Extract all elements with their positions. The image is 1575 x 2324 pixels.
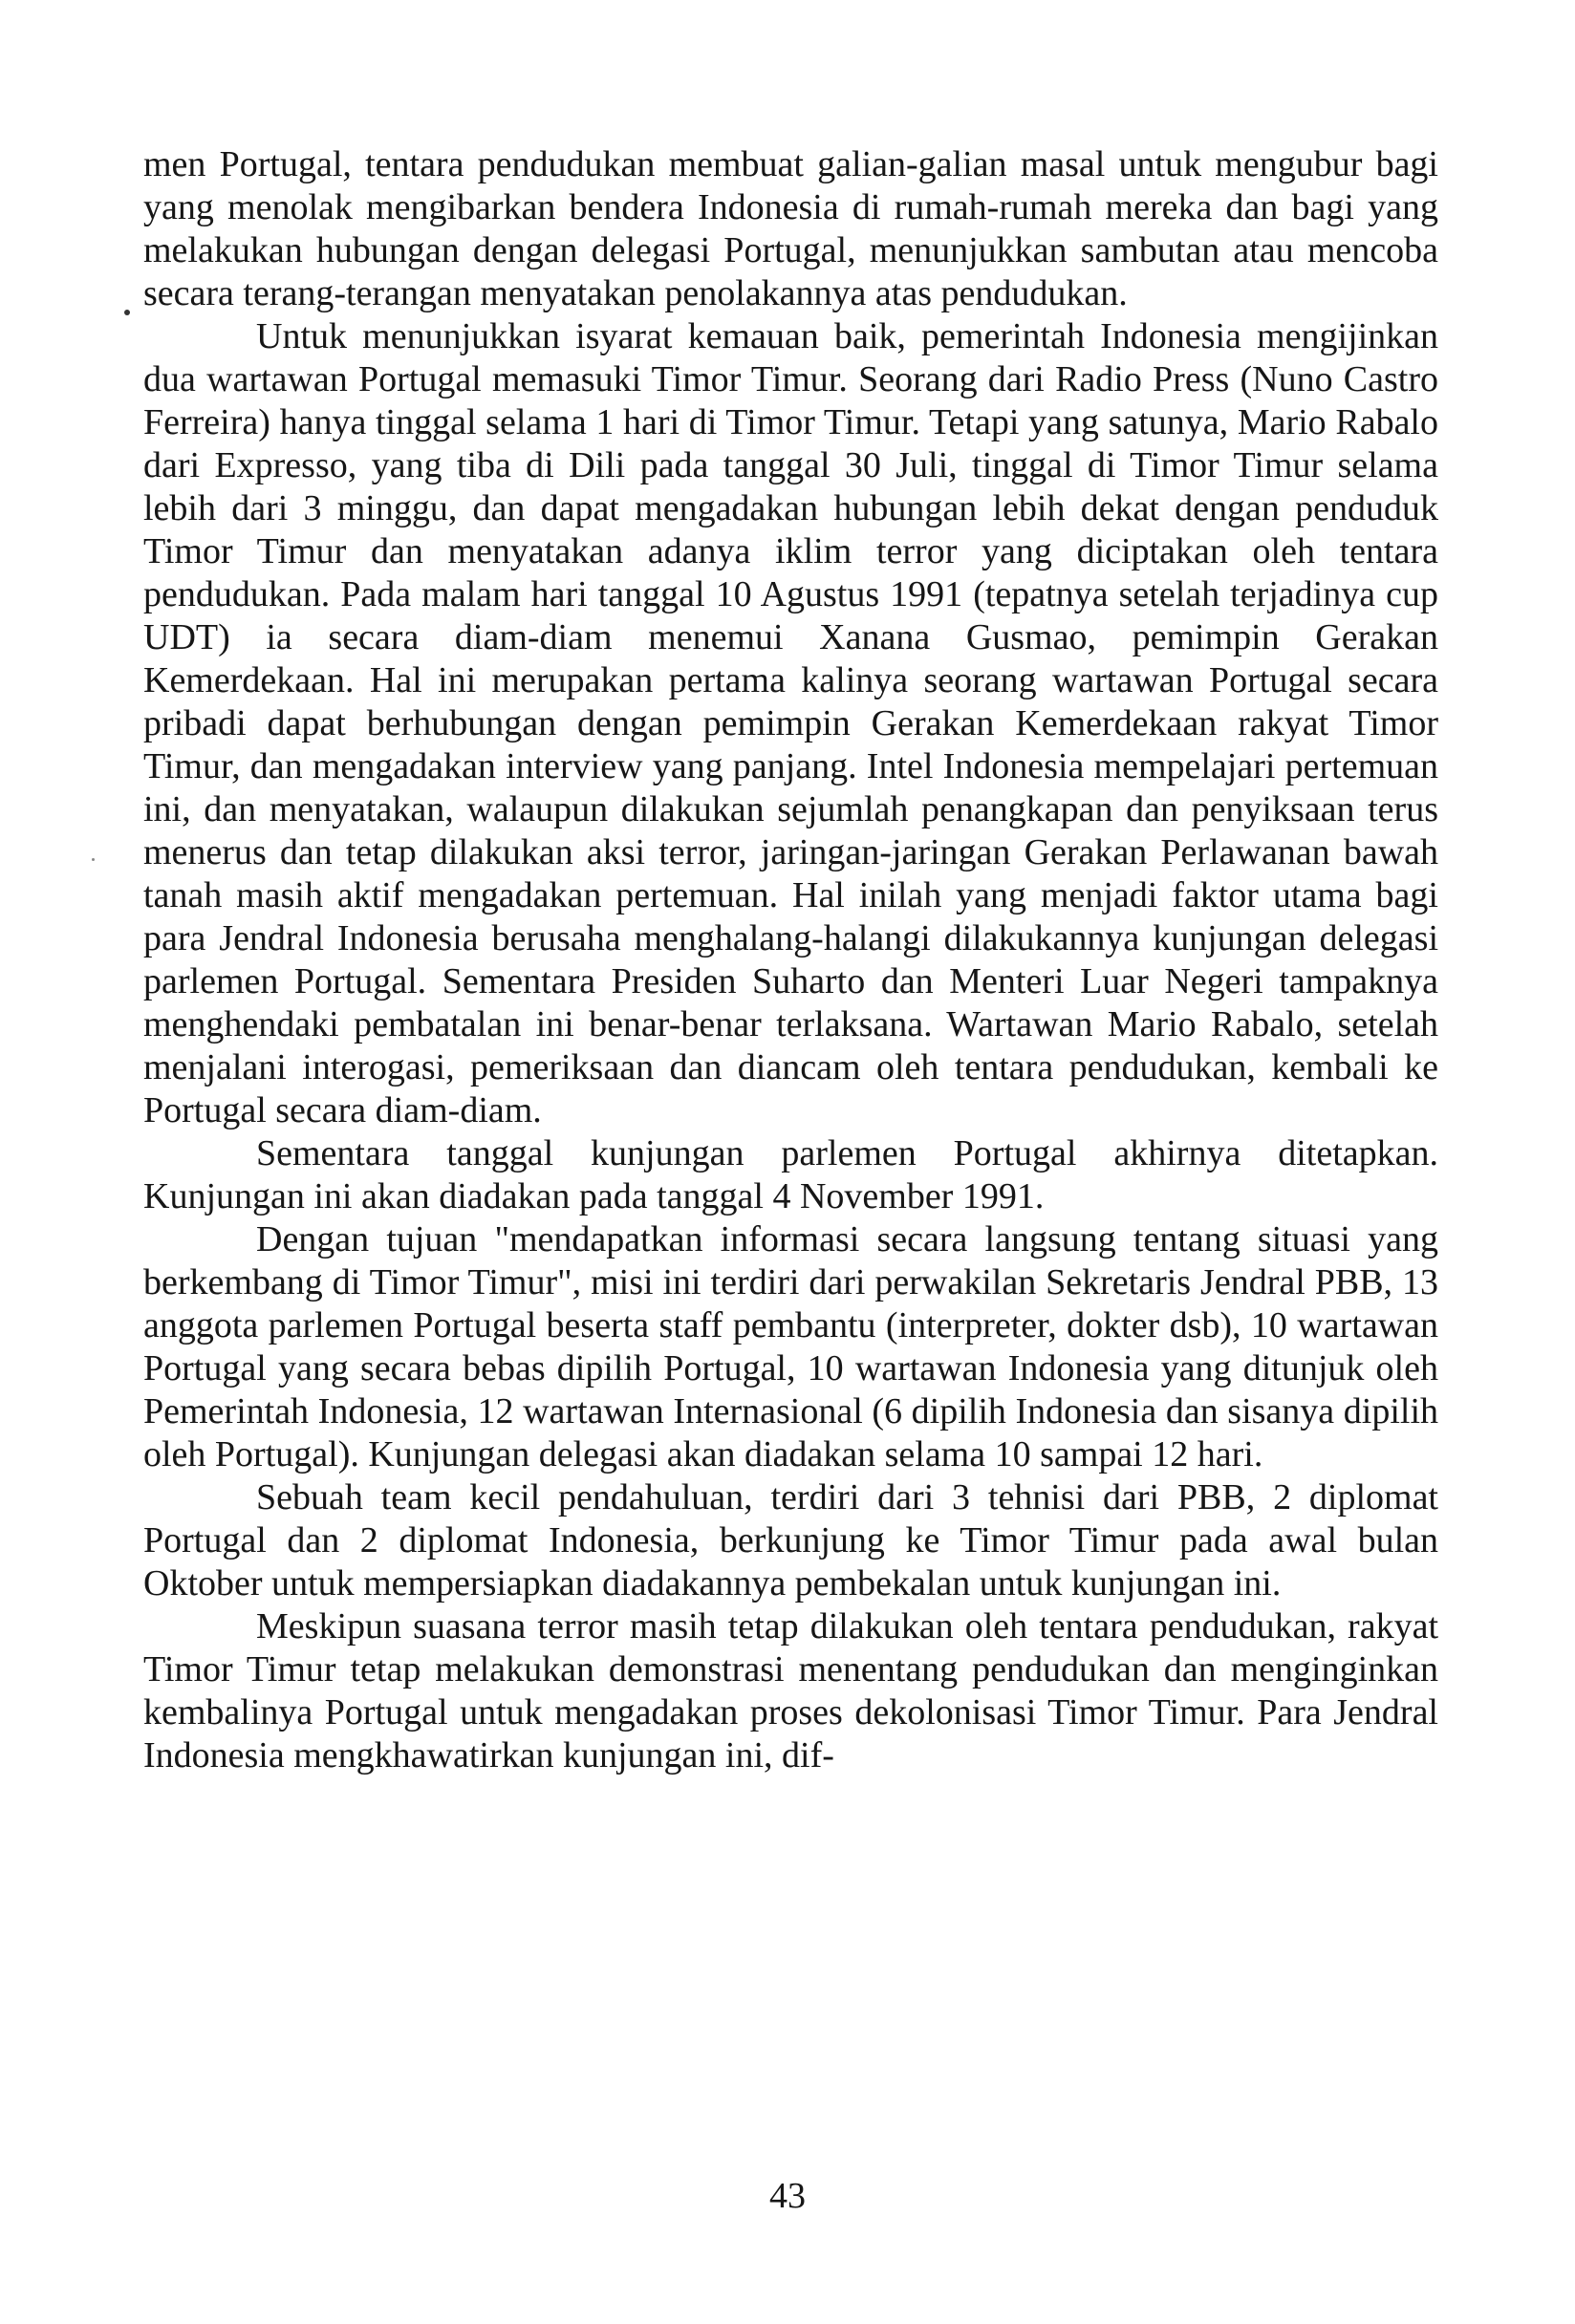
scan-speck: [92, 858, 95, 861]
paragraph-3: Sementara tanggal kunjungan parlemen Portugal akhirnya ditetapkan. Kunjungan ini akan diadakan pada tanggal 4 November 1991.: [143, 1133, 1438, 1216]
paragraph-1: men Portugal, tentara pendudukan membuat galian-galian masal untuk mengubur bagi yang menolak mengibarkan bendera Indonesia di rumah-rumah mereka dan bagi yang melakukan hubungan dengan delegasi Portugal, menunjukkan sambutan atau mencoba secara terang-terangan menyatakan penolakannya atas pendudukan.: [143, 144, 1438, 313]
paragraph-5: Sebuah team kecil pendahuluan, terdiri dari 3 tehnisi dari PBB, 2 diplomat Portugal dan 2 diplomat Indonesia, berkunjung ke Timor Timur pada awal bulan Oktober untuk mempersiapkan diadakannya pembekalan untuk kunjungan ini.: [143, 1477, 1438, 1603]
page-number: 43: [769, 2176, 806, 2216]
paragraph-2: Untuk menunjukkan isyarat kemauan baik, pemerintah Indonesia mengijinkan dua wartawan Portugal memasuki Timor Timur. Seorang dari Radio Press (Nuno Castro Ferreira) hanya tinggal selama 1 hari di Timor Timur. Tetapi yang satunya, Mario Rabalo dari Expresso, yang tiba di Dili pada tanggal 30 Juli, tinggal di Timor Timur selama lebih dari 3 minggu, dan dapat mengadakan hubungan lebih dekat dengan penduduk Timor Timur dan menyatakan adanya iklim terror yang diciptakan oleh tentara pendudukan. Pada malam hari tanggal 10 Agustus 1991 (tepatnya setelah terjadinya cup UDT) ia secara diam-diam menemui Xanana Gusmao, pemimpin Gerakan Kemerdekaan. Hal ini merupakan pertama kalinya seorang wartawan Portugal secara pribadi dapat berhubungan dengan pemimpin Gerakan Kemerdekaan rakyat Timor Timur, dan mengadakan interview yang panjang. Intel Indonesia mempelajari pertemuan ini, dan menyatakan, walaupun dilakukan sejumlah penangkapan dan penyiksaan terus menerus dan tetap dilakukan aksi terror, jaringan-jaringan Gerakan Perlawanan bawah tanah masih aktif mengadakan pertemuan. Hal inilah yang menjadi faktor utama bagi para Jendral Indonesia berusaha menghalang-halangi dilakukannya kunjungan delegasi parlemen Portugal. Sementara Presiden Suharto dan Menteri Luar Negeri tampaknya menghendaki pembatalan ini benar-benar terlaksana. Wartawan Mario Rabalo, setelah menjalani interogasi, pemeriksaan dan diancam oleh tentara pendudukan, kembali ke Portugal secara diam-diam.: [143, 316, 1438, 1130]
paragraph-4: Dengan tujuan "mendapatkan informasi secara langsung tentang situasi yang berkembang di Timor Timur", misi ini terdiri dari perwakilan Sekretaris Jendral PBB, 13 anggota parlemen Portugal beserta staff pembantu (interpreter, dokter dsb), 10 wartawan Portugal yang secara bebas dipilih Portugal, 10 wartawan Indonesia yang ditunjuk oleh Pemerintah Indonesia, 12 wartawan Internasional (6 dipilih Indonesia dan sisanya dipilih oleh Portugal). Kunjungan delegasi akan diadakan selama 10 sampai 12 hari.: [143, 1219, 1438, 1474]
document-page: [143, 143, 1438, 1777]
scan-speck: [124, 310, 130, 315]
paragraph-6: Meskipun suasana terror masih tetap dilakukan oleh tentara pendudukan, rakyat Timor Timur tetap melakukan demonstrasi menentang pendudukan dan menginginkan kembalinya Portugal untuk mengadakan proses dekolonisasi Timor Timur. Para Jendral Indonesia mengkhawatirkan kunjungan ini, dif-: [143, 1606, 1438, 1775]
